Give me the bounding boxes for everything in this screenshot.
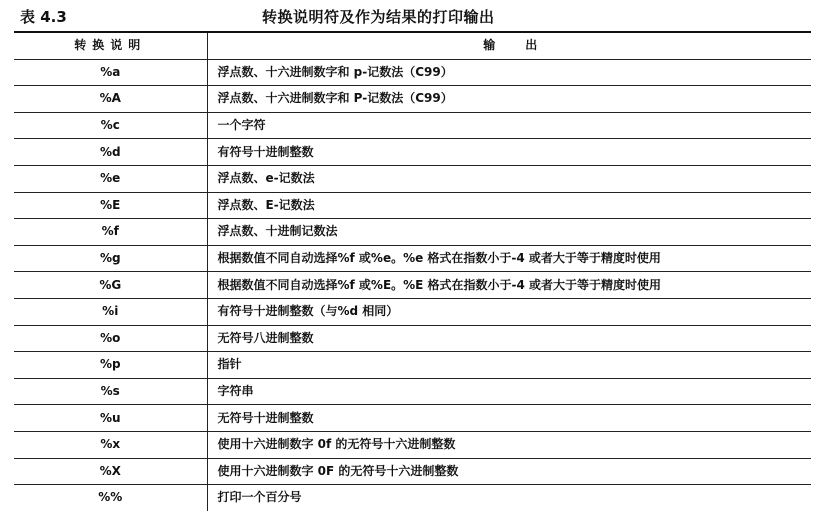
table-row [14,272,811,299]
table-row [14,165,811,192]
table-row [14,139,811,166]
table-row [14,59,811,86]
conversion-spec-cell: %e [14,165,207,192]
table-row [14,352,811,379]
output-description-cell: 无符号十进制整数 [207,405,811,432]
conversion-spec-cell: %f [14,219,207,246]
conversion-spec-cell: %E [14,192,207,219]
table-row [14,86,811,113]
output-description-cell: 浮点数、E-记数法 [207,192,811,219]
conversion-spec-cell: %p [14,352,207,379]
output-description-cell: 浮点数、e-记数法 [207,165,811,192]
output-description-cell: 浮点数、十六进制数字和 P-记数法（C99） [207,86,811,113]
table-title: 转换说明符及作为结果的打印输出 [262,8,495,26]
output-description-cell: 有符号十进制整数（与%d 相同） [207,298,811,325]
output-description-cell: 浮点数、十六进制数字和 p-记数法（C99） [207,59,811,86]
header-conversion-spec: 转换说明 [14,33,207,59]
table-row [14,112,811,139]
conversion-spec-cell: %g [14,245,207,272]
output-description-cell: 根据数值不同自动选择%f 或%E。%E 格式在指数小于-4 或者大于等于精度时使用 [207,272,811,299]
table-row [14,298,811,325]
conversion-spec-cell: %d [14,139,207,166]
conversion-spec-cell: %% [14,485,207,511]
conversion-spec-cell: %u [14,405,207,432]
table-number: 表 4.3 [20,8,67,26]
table-caption [0,6,811,28]
conversion-spec-cell: %X [14,458,207,485]
output-description-cell: 一个字符 [207,112,811,139]
table-row [14,325,811,352]
output-description-cell: 字符串 [207,378,811,405]
table-row [14,431,811,458]
output-description-cell: 浮点数、十进制记数法 [207,219,811,246]
header-output: 输出 [207,33,811,59]
header-row [14,33,811,59]
output-description-cell: 指针 [207,352,811,379]
conversion-spec-cell: %A [14,86,207,113]
table-row [14,458,811,485]
conversion-spec-cell: %x [14,431,207,458]
table-row [14,219,811,246]
conversion-spec-cell: %o [14,325,207,352]
table-row [14,485,811,511]
output-description-cell: 根据数值不同自动选择%f 或%e。%e 格式在指数小于-4 或者大于等于精度时使用 [207,245,811,272]
output-description-cell: 无符号八进制整数 [207,325,811,352]
conversion-spec-cell: %G [14,272,207,299]
conversion-spec-cell: %s [14,378,207,405]
conversion-spec-cell: %c [14,112,207,139]
output-description-cell: 使用十六进制数字 0f 的无符号十六进制整数 [207,431,811,458]
table-row [14,245,811,272]
conversion-spec-cell: %i [14,298,207,325]
conversion-spec-table [14,33,811,511]
output-description-cell: 有符号十进制整数 [207,139,811,166]
table-body [14,59,811,511]
output-description-cell: 打印一个百分号 [217,490,302,505]
output-description-cell: 使用十六进制数字 0F 的无符号十六进制整数 [207,458,811,485]
table-row [14,192,811,219]
conversion-spec-cell: %a [14,59,207,86]
table-row [14,378,811,405]
table-row [14,405,811,432]
